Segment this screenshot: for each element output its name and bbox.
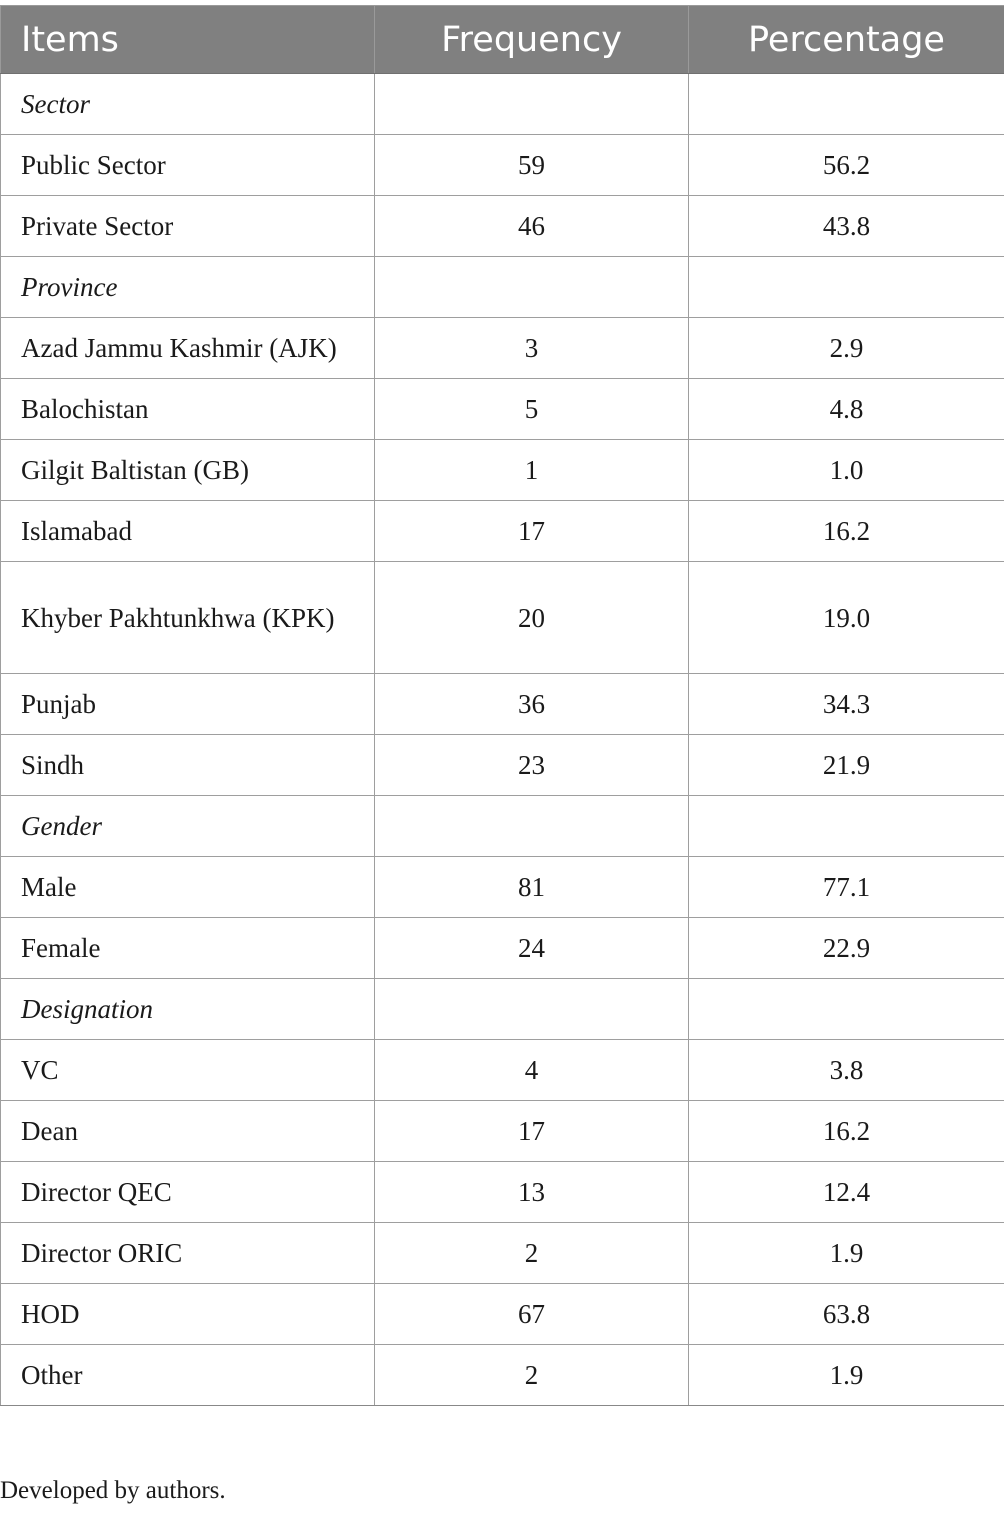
row-frequency: 3: [375, 318, 689, 379]
header-percentage: Percentage: [689, 6, 1004, 74]
row-label: Male: [1, 857, 375, 918]
row-label: Islamabad: [1, 501, 375, 562]
table-row: [1, 196, 1004, 257]
table-row: [1, 857, 1004, 918]
row-percentage: 43.8: [689, 196, 1004, 257]
row-label: Province: [1, 257, 375, 318]
row-label: Private Sector: [1, 196, 375, 257]
row-frequency: [375, 979, 689, 1040]
row-label: Director QEC: [1, 1162, 375, 1223]
row-frequency: 17: [375, 501, 689, 562]
table-row: [1, 1162, 1004, 1223]
row-percentage: [689, 796, 1004, 857]
table-header: [1, 6, 1004, 74]
header-frequency: Frequency: [375, 6, 689, 74]
table-row: [1, 1040, 1004, 1101]
section-row: [1, 257, 1004, 318]
row-frequency: 23: [375, 735, 689, 796]
row-label: Designation: [1, 979, 375, 1040]
row-label: Balochistan: [1, 379, 375, 440]
table-row: [1, 918, 1004, 979]
row-percentage: [689, 257, 1004, 318]
row-percentage: 16.2: [689, 1101, 1004, 1162]
row-label: Sector: [1, 74, 375, 135]
row-label: Director ORIC: [1, 1223, 375, 1284]
row-frequency: 4: [375, 1040, 689, 1101]
row-frequency: 2: [375, 1223, 689, 1284]
row-percentage: 22.9: [689, 918, 1004, 979]
row-label: Punjab: [1, 674, 375, 735]
row-percentage: 1.0: [689, 440, 1004, 501]
row-label: Other: [1, 1345, 375, 1406]
row-label: HOD: [1, 1284, 375, 1345]
table-row: [1, 440, 1004, 501]
table-row: [1, 562, 1004, 674]
row-frequency: 24: [375, 918, 689, 979]
row-percentage: 4.8: [689, 379, 1004, 440]
table-row: [1, 1284, 1004, 1345]
table-row: [1, 1101, 1004, 1162]
row-percentage: 2.9: [689, 318, 1004, 379]
table-row: [1, 674, 1004, 735]
table-row: [1, 735, 1004, 796]
row-percentage: 12.4: [689, 1162, 1004, 1223]
row-percentage: 34.3: [689, 674, 1004, 735]
row-label: Gender: [1, 796, 375, 857]
table-row: [1, 1223, 1004, 1284]
row-frequency: 13: [375, 1162, 689, 1223]
row-percentage: 1.9: [689, 1223, 1004, 1284]
row-label: Sindh: [1, 735, 375, 796]
header-row: [1, 6, 1004, 74]
table-row: [1, 501, 1004, 562]
row-percentage: 77.1: [689, 857, 1004, 918]
demographics-table: [0, 5, 1004, 1406]
row-frequency: [375, 257, 689, 318]
row-label: Gilgit Baltistan (GB): [1, 440, 375, 501]
table-body: [1, 74, 1004, 1406]
table-row: [1, 318, 1004, 379]
row-frequency: 2: [375, 1345, 689, 1406]
row-label: Khyber Pakhtunkhwa (KPK): [1, 562, 375, 674]
row-percentage: [689, 979, 1004, 1040]
row-percentage: 63.8: [689, 1284, 1004, 1345]
table-footnote: Developed by authors.: [0, 1477, 226, 1504]
row-percentage: 1.9: [689, 1345, 1004, 1406]
table-row: [1, 379, 1004, 440]
row-frequency: 81: [375, 857, 689, 918]
row-frequency: [375, 796, 689, 857]
row-label: Azad Jammu Kashmir (AJK): [1, 318, 375, 379]
row-percentage: 16.2: [689, 501, 1004, 562]
row-frequency: 46: [375, 196, 689, 257]
row-frequency: 67: [375, 1284, 689, 1345]
row-label: VC: [1, 1040, 375, 1101]
row-percentage: [689, 74, 1004, 135]
row-frequency: 1: [375, 440, 689, 501]
row-label: Female: [1, 918, 375, 979]
table-row: [1, 1345, 1004, 1406]
row-frequency: 20: [375, 562, 689, 674]
section-row: [1, 796, 1004, 857]
row-frequency: [375, 74, 689, 135]
row-percentage: 19.0: [689, 562, 1004, 674]
header-items: Items: [1, 6, 375, 74]
row-frequency: 17: [375, 1101, 689, 1162]
row-frequency: 59: [375, 135, 689, 196]
row-percentage: 56.2: [689, 135, 1004, 196]
row-frequency: 36: [375, 674, 689, 735]
section-row: [1, 74, 1004, 135]
table-row: [1, 135, 1004, 196]
row-label: Dean: [1, 1101, 375, 1162]
row-percentage: 21.9: [689, 735, 1004, 796]
row-label: Public Sector: [1, 135, 375, 196]
row-percentage: 3.8: [689, 1040, 1004, 1101]
section-row: [1, 979, 1004, 1040]
row-frequency: 5: [375, 379, 689, 440]
